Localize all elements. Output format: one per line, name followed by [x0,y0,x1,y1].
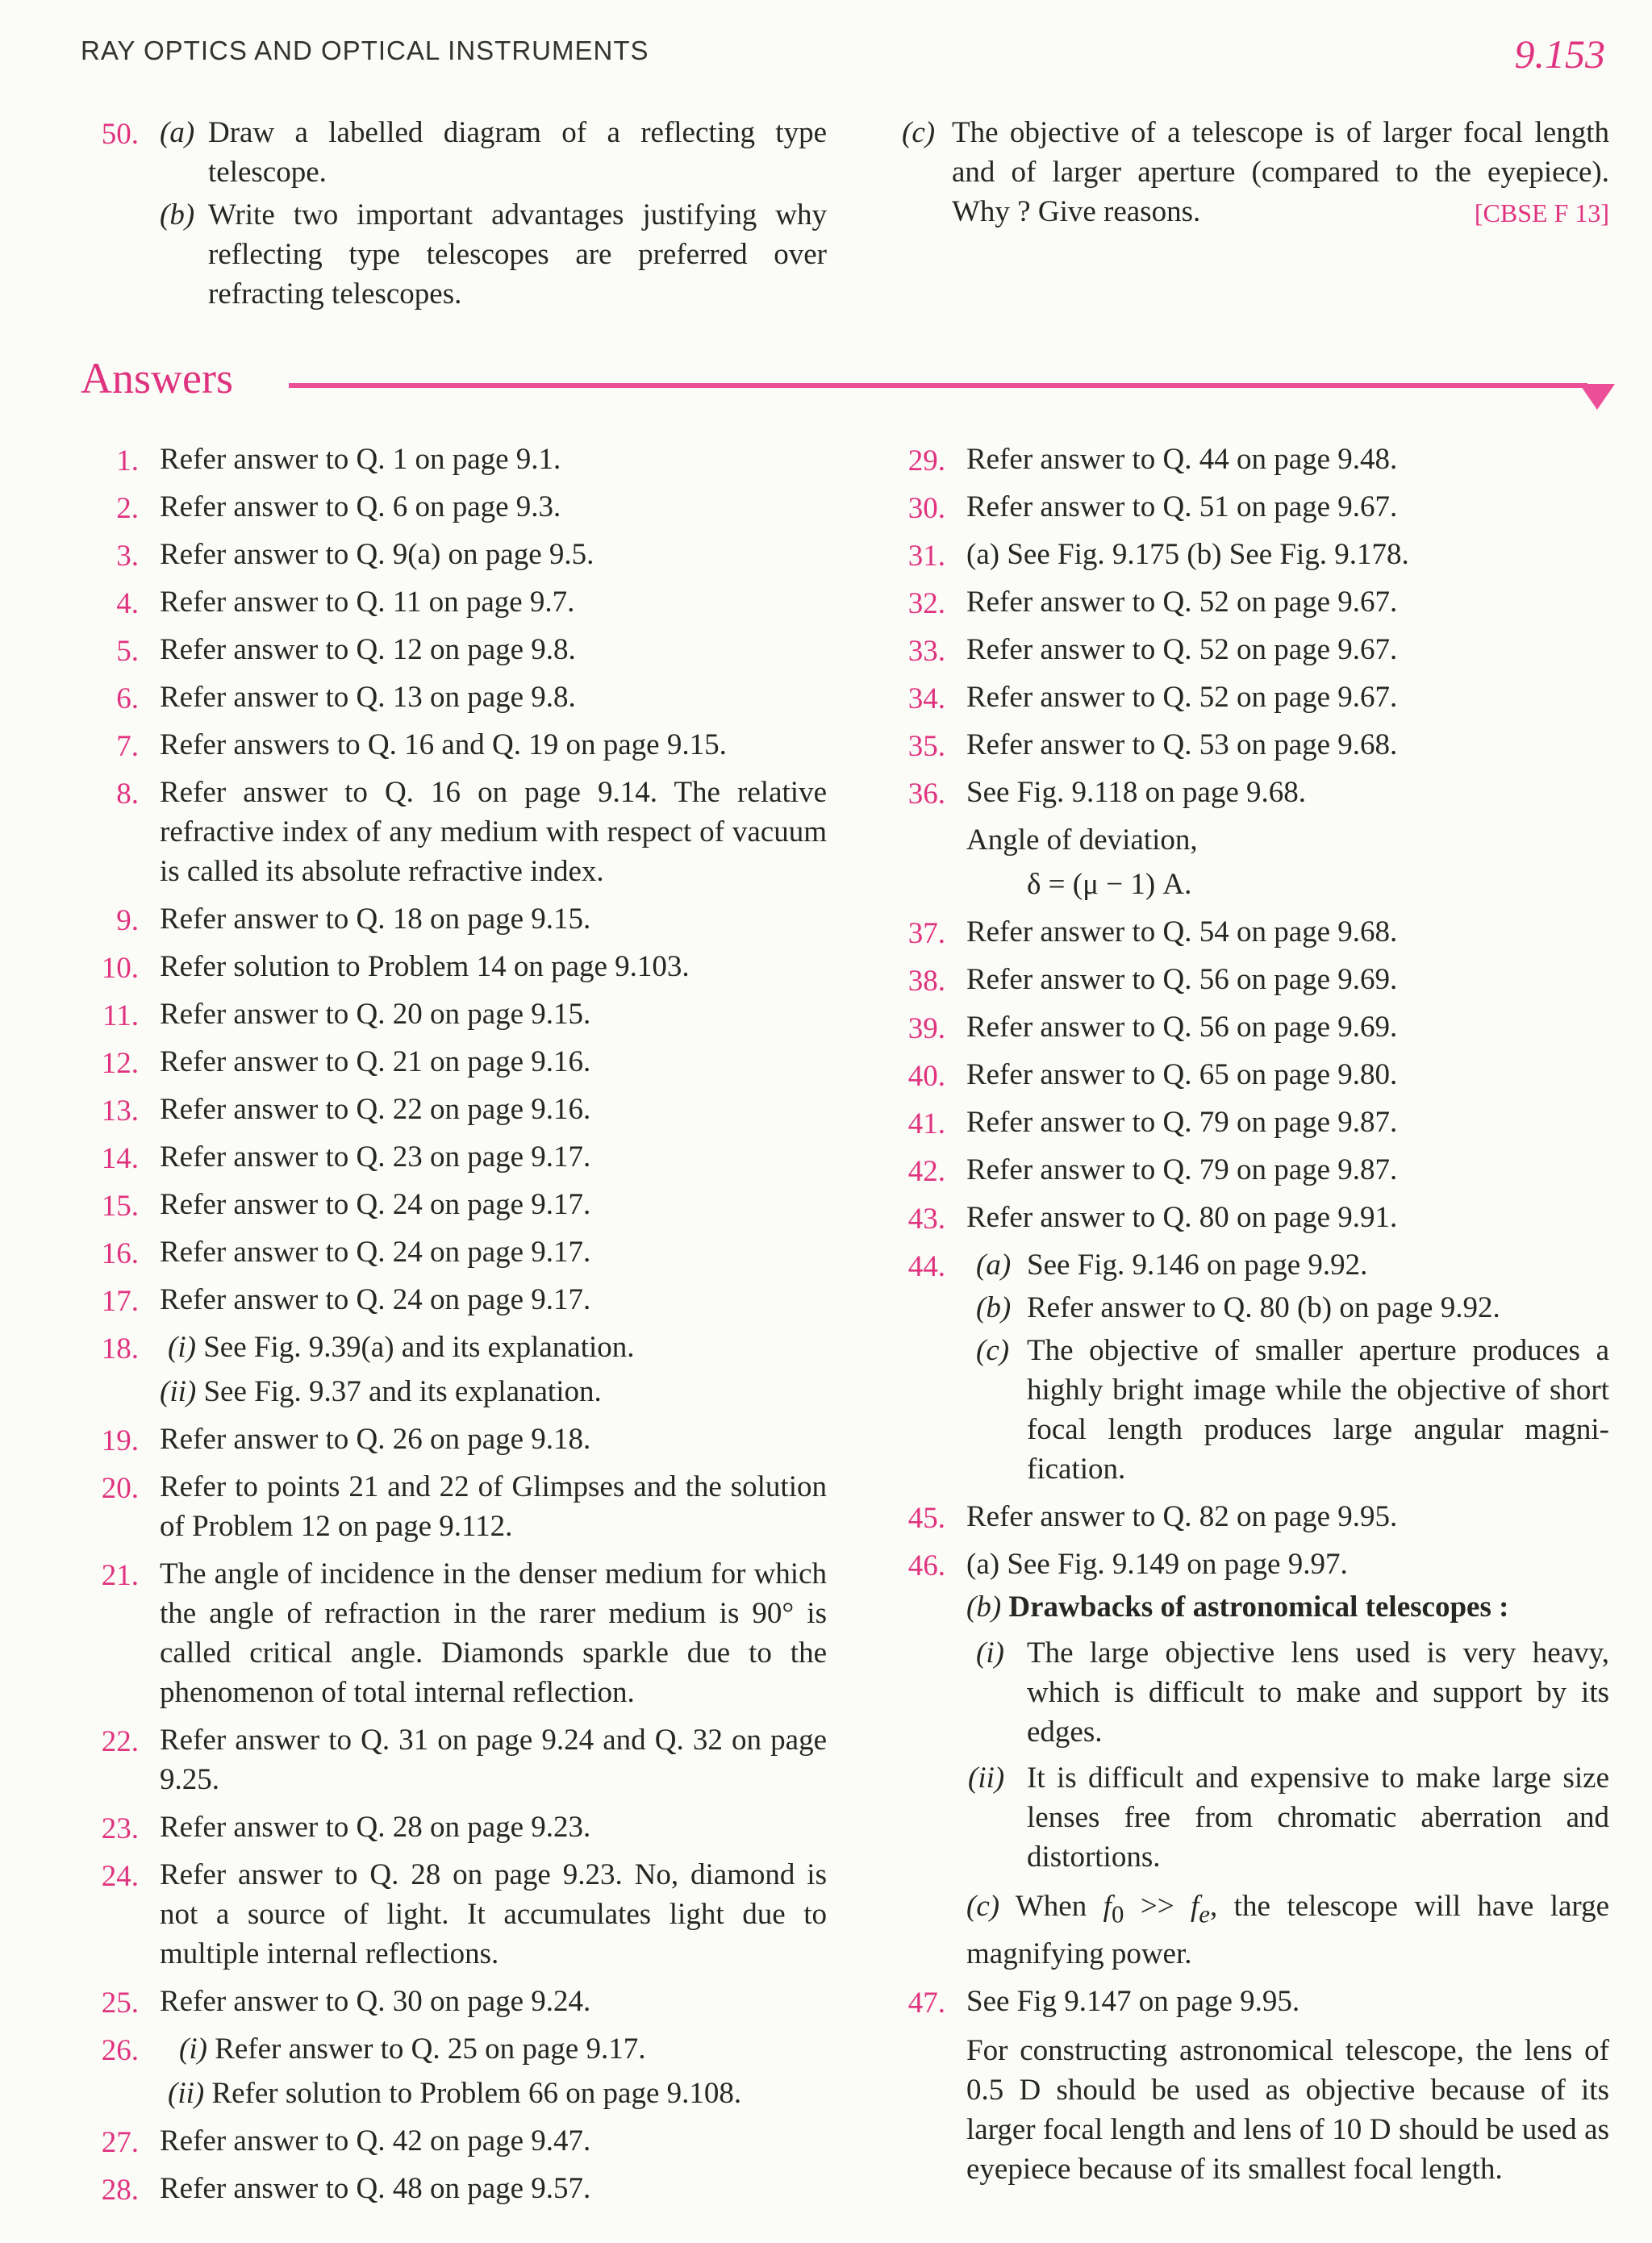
answer-item [81,1720,827,1799]
answer-text: Refer answer to Q. 1 on page 9.1. [160,443,561,476]
answer-text: See Fig. 9.118 on page 9.68. [966,776,1307,809]
answer-number: 2. [116,492,139,525]
answer-number: 41. [907,1107,945,1140]
answer-item-44 [887,1245,1609,1489]
answer-item [81,487,827,527]
sub-text: , the telescope will have large magnifying power. [966,1890,1609,1971]
answer-item-18 [81,1328,827,1411]
answer-item-46 [887,1545,1609,1974]
sub-label: (ii) [168,2077,205,2110]
answer-46-b-i [966,1633,1609,1752]
sub-text: Refer answer to Q. 80 (b) on page 9.92. [1027,1291,1500,1324]
answer-number: 18. [101,1332,139,1365]
answer-text: Refer answer to Q. 79 on page 9.87. [966,1153,1398,1186]
answer-text: Refer answer to Q. 80 on page 9.91. [966,1201,1398,1234]
sub-label: (c) [966,1890,1000,1923]
heading-rule [289,383,1587,388]
answer-text: Refer answer to Q. 21 on page 9.16. [160,1045,591,1078]
answer-number: 3. [116,540,139,573]
answer-number: 40. [907,1060,945,1093]
answer-number: 7. [116,730,139,763]
answer-number: 27. [101,2126,139,2159]
sub-text: Write two important advantages justifying why reflecting type telescopes are preferred over refracting telescopes. [208,198,827,311]
question-50-a [160,113,827,192]
answer-number: 4. [116,587,139,620]
sub-label: (b) [976,1291,1012,1324]
sub-text: It is difficult and expensive to make large size lenses free from chromatic aberration and distortions. [1027,1761,1609,1874]
answer-item [81,2169,827,2208]
sub-label: (i) [168,1331,196,1364]
answer-text: Refer answer to Q. 6 on page 9.3. [160,490,561,523]
answer-item [81,2121,827,2161]
answer-item [887,1198,1609,1237]
question-50-c [887,113,1609,231]
answer-number: 15. [101,1190,139,1223]
question-50-left [81,113,827,322]
answer-number: 33. [907,635,945,668]
sub-text: Refer answer to Q. 25 on page 9.17. [215,2032,646,2066]
answer-46-b-ii [966,1758,1609,1877]
answer-number: 23. [101,1812,139,1845]
answer-text: Refer answer to Q. 24 on page 9.17. [160,1283,591,1316]
answer-text: Refer answer to Q. 56 on page 9.69. [966,1011,1398,1044]
sub-text: See Fig. 9.146 on page 9.92. [1027,1249,1368,1282]
answer-item-36 [887,773,1609,904]
answer-text: The angle of incidence in the denser medium for which the angle of refraction in the rarer medium is 90° is called critical angle. Diamonds sparkle due to the phenomenon of total internal reflection. [160,1557,827,1709]
sub-label: (a) [976,1249,1012,1282]
answer-number: 47. [907,1987,945,2020]
answer-text: Refer answer to Q. 22 on page 9.16. [160,1093,591,1126]
answer-item [81,773,827,891]
sub-label: (a) [160,116,195,149]
answer-item [887,440,1609,479]
answer-text: Refer answer to Q. 79 on page 9.87. [966,1106,1398,1139]
answer-number: 37. [907,917,945,950]
question-50 [81,113,827,314]
answer-number: 39. [907,1012,945,1045]
answer-text: Refer answer to Q. 31 on page 9.24 and Q. 32 on page 9.25. [160,1724,827,1796]
answer-item [81,1982,827,2021]
answers-right-column [887,440,1609,2197]
answer-item [887,1150,1609,1190]
answer-item [81,1855,827,1974]
answer-number: 24. [101,1860,139,1893]
answer-item [81,630,827,669]
answer-item [81,1420,827,1459]
answer-number: 38. [907,965,945,998]
answer-text: Refer answer to Q. 12 on page 9.8. [160,633,576,666]
answer-number: 12. [101,1047,139,1080]
answer-item [81,1554,827,1712]
answer-item [81,1137,827,1177]
answer-item-26 [81,2029,827,2113]
answer-item [81,1042,827,1082]
answer-text: Refer answer to Q. 11 on page 9.7. [160,586,575,619]
answer-46-b-heading: Drawbacks of astronomical telescopes : [1008,1591,1509,1624]
sub-text: Draw a labelled diagram of a reflecting type telescope. [208,116,827,189]
answer-item [81,582,827,622]
answer-number: 9. [116,904,139,937]
answer-text: Refer answers to Q. 16 and Q. 19 on page 9.15. [160,728,727,761]
answer-number: 5. [116,635,139,668]
answer-item [887,1007,1609,1047]
answer-item-47 [887,1982,1609,2189]
answer-item [887,535,1609,574]
heading-arrow-icon [1579,384,1615,410]
answer-item [81,1807,827,1847]
answer-text: Refer answer to Q. 44 on page 9.48. [966,443,1398,476]
answer-number: 1. [116,444,139,477]
answer-text: Refer answer to Q. 42 on page 9.47. [160,2124,591,2158]
answer-text: Refer answer to Q. 51 on page 9.67. [966,490,1398,523]
answer-text: Refer answer to Q. 82 on page 9.95. [966,1500,1398,1533]
answer-number: 32. [907,587,945,620]
answer-number: 35. [907,730,945,763]
sub-label: (ii) [160,1375,197,1408]
answer-number: 11. [102,999,139,1032]
answer-text: Refer answer to Q. 28 on page 9.23. [160,1811,591,1844]
answer-paragraph: For constructing astronomical telescope, the lens of 0.5 D should be used as objective because of its larger focal length and lens of 10 D should be used as eyepiece because of its smallest focal length. [966,2034,1609,2187]
math-subscript: e [1199,1900,1210,1928]
question-50-b [160,195,827,314]
sub-label: (b) [966,1591,1002,1624]
answer-item [81,1232,827,1272]
answer-text: Refer to points 21 and 22 of Glimpses and the solution of Problem 12 on page 9.112. [160,1470,827,1543]
source-tag: [CBSE F 13] [1474,198,1609,227]
sub-text: See Fig. 9.39(a) and its explanation. [203,1331,635,1364]
answer-text: Refer answer to Q. 9(a) on page 9.5. [160,538,594,571]
answer-item [887,912,1609,952]
answer-46-a: (a) See Fig. 9.149 on page 9.97. [966,1548,1348,1581]
answer-item [887,960,1609,999]
answer-number: 30. [907,492,945,525]
answer-number: 45. [907,1502,945,1535]
answer-number: 29. [907,444,945,477]
answer-number: 19. [101,1424,139,1457]
answer-text: Refer answer to Q. 52 on page 9.67. [966,586,1398,619]
answer-text: Refer answer to Q. 30 on page 9.24. [160,1985,591,2018]
answer-text: Refer answer to Q. 16 on page 9.14. The relative refractive index of any medium with respect of vacuum is called its absolute refractive index. [160,776,827,888]
answer-text: See Fig 9.147 on page 9.95. [966,1985,1300,2019]
answer-number: 36. [907,778,945,811]
answer-text: Refer solution to Problem 14 on page 9.103. [160,950,690,983]
page-number: 9.153 [1514,31,1605,77]
answer-item [887,582,1609,622]
deviation-formula: δ = (μ − 1) A. [1027,868,1192,901]
sub-text: The large objective lens used is very heavy, which is difficult to make and support by its edges. [1027,1636,1609,1749]
answer-item [887,1055,1609,1094]
answer-item [81,1280,827,1320]
answer-46-b [966,1587,1609,1627]
answer-46-c [966,1887,1609,1974]
answer-text: Refer answer to Q. 48 on page 9.57. [160,2172,591,2205]
answer-line: Angle of deviation, [966,823,1198,857]
answer-item [81,1467,827,1546]
answer-number: 25. [101,1987,139,2020]
answer-text: Refer answer to Q. 56 on page 9.69. [966,963,1398,996]
sub-label: (c) [902,116,936,149]
answer-item [887,630,1609,669]
answer-number: 16. [101,1237,139,1270]
answer-text: Refer answer to Q. 53 on page 9.68. [966,728,1398,761]
answer-number: 44. [907,1250,945,1283]
sub-text: Refer solution to Problem 66 on page 9.108. [211,2077,742,2110]
answer-number: 20. [101,1472,139,1505]
answer-item [887,487,1609,527]
sub-text: See Fig. 9.37 and its explanation. [203,1375,602,1408]
answer-text: Refer answer to Q. 24 on page 9.17. [160,1188,591,1221]
math-symbol: f [1103,1890,1112,1923]
math-symbol: f [1191,1890,1199,1923]
answer-item [887,677,1609,717]
answer-number: 31. [907,540,945,573]
answer-number: 13. [101,1094,139,1128]
chapter-title: RAY OPTICS AND OPTICAL INSTRUMENTS [81,35,649,65]
answer-number: 6. [116,682,139,715]
answer-item [81,947,827,986]
sub-label: (c) [976,1334,1010,1367]
math-subscript: 0 [1111,1900,1124,1928]
question-50-right [887,113,1609,233]
answer-number: 22. [101,1725,139,1758]
answer-number: 10. [101,952,139,985]
answer-number: 8. [116,778,139,811]
answer-number: 46. [907,1549,945,1582]
sub-label: (i) [179,2032,207,2066]
answer-item [81,535,827,574]
answer-text: (a) See Fig. 9.175 (b) See Fig. 9.178. [966,538,1409,571]
answer-44-c [966,1331,1609,1489]
answer-text: Refer answer to Q. 26 on page 9.18. [160,1423,591,1456]
sub-label: (b) [160,198,195,231]
answer-number: 42. [907,1155,945,1188]
answer-item [81,899,827,939]
answer-item [81,440,827,479]
answer-text: Refer answer to Q. 23 on page 9.17. [160,1140,591,1174]
page-header [81,31,1605,79]
sub-text: When [1015,1890,1087,1923]
answer-text: Refer answer to Q. 24 on page 9.17. [160,1236,591,1269]
answer-text: Refer answer to Q. 20 on page 9.15. [160,998,591,1031]
answer-item [887,1103,1609,1142]
answer-number: 28. [101,2174,139,2207]
answer-number: 34. [907,682,945,715]
answer-number: 21. [101,1559,139,1592]
answer-text: Refer answer to Q. 28 on page 9.23. No, diamond is not a source of light. It accumulates light due to multiple internal reflections. [160,1858,827,1970]
answer-number: 26. [101,2034,139,2067]
answer-item [81,994,827,1034]
answer-item [81,1185,827,1224]
answer-number: 43. [907,1203,945,1236]
answer-number: 14. [101,1142,139,1175]
answer-item-45 [887,1497,1609,1536]
answer-text: Refer answer to Q. 13 on page 9.8. [160,681,576,714]
math-symbol: >> [1140,1890,1174,1923]
answer-text: Refer answer to Q. 54 on page 9.68. [966,915,1398,948]
sub-text: The objective of smaller aperture produces a highly bright image while the objective of short focal length produces large angular magni-fication. [1027,1334,1609,1486]
sub-label: (i) [976,1636,1004,1670]
answer-text: Refer answer to Q. 18 on page 9.15. [160,903,591,936]
answer-item [81,677,827,717]
answer-text: Refer answer to Q. 52 on page 9.67. [966,681,1398,714]
sub-text: The objective of a telescope is of larger focal length and of larger aperture (compared to the eyepiece). Why ? Give reasons. [952,116,1609,228]
sub-label: (ii) [968,1761,1005,1795]
answer-item [81,725,827,765]
answer-44-b [966,1288,1609,1328]
answer-text: Refer answer to Q. 65 on page 9.80. [966,1058,1398,1091]
answer-item [887,725,1609,765]
answers-heading-bar [81,353,1613,410]
answer-44-a [966,1245,1609,1285]
answer-text: Refer answer to Q. 52 on page 9.67. [966,633,1398,666]
answer-number: 17. [101,1285,139,1318]
answers-left-column [81,440,827,2216]
answers-heading: Answers [81,354,233,402]
answer-item [81,1090,827,1129]
question-number: 50. [101,118,139,151]
